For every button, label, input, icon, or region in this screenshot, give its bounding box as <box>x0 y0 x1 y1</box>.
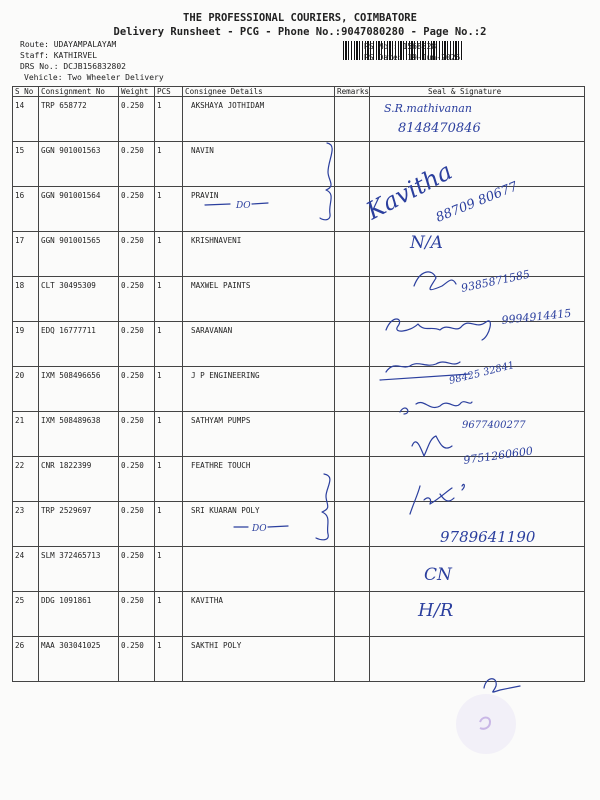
row-consignee: NAVIN <box>183 142 335 187</box>
col-consignment: Consignment No <box>39 87 119 97</box>
row-weight: 0.250 <box>119 277 155 322</box>
row-consignment: GGN 901001563 <box>39 142 119 187</box>
row-pcs: 1 <box>155 232 183 277</box>
row-pcs: 1 <box>155 412 183 457</box>
row-pcs: 1 <box>155 457 183 502</box>
row-pcs: 1 <box>155 97 183 142</box>
col-weight: Weight <box>119 87 155 97</box>
rs-date: RS Date: 19-Jun-2025 <box>364 53 461 62</box>
row-pcs: 1 <box>155 142 183 187</box>
phone-row14: 8148470846 <box>398 121 481 136</box>
row-weight: 0.250 <box>119 637 155 682</box>
signature-rows-15-16: Kavitha <box>361 156 457 226</box>
row-sno: 19 <box>13 322 39 367</box>
note-row26: H/R <box>418 600 454 621</box>
route-label: Route: UDAYAMPALAYAM <box>20 40 117 49</box>
row-consignee: SATHYAM PUMPS <box>183 412 335 457</box>
faint-stamp <box>456 694 516 754</box>
row-weight: 0.250 <box>119 502 155 547</box>
runsheet-subtitle: Delivery Runsheet - PCG - Phone No.:9047080280 - Page No.:2 <box>113 26 487 38</box>
row-pcs: 1 <box>155 277 183 322</box>
company-name: THE PROFESSIONAL COURIERS, COIMBATORE <box>183 12 417 24</box>
row-pcs: 1 <box>155 367 183 412</box>
signature-rows-23-24 <box>410 484 464 514</box>
dash-row16-right <box>252 203 268 204</box>
signature-row18 <box>414 272 456 290</box>
row-consignment: EDQ 16777711 <box>39 322 119 367</box>
row-consignee: PRAVIN <box>183 187 335 232</box>
row-sno: 21 <box>13 412 39 457</box>
row-consignee: SAKTHI POLY <box>183 637 335 682</box>
row-consignee: SRI KUARAN POLY <box>183 502 335 547</box>
phone-row22: 9751260600 <box>462 444 534 467</box>
phone-row21: 9677400277 <box>462 420 526 431</box>
row-consignee: SARAVANAN <box>183 322 335 367</box>
row-weight: 0.250 <box>119 457 155 502</box>
row-pcs: 1 <box>155 547 183 592</box>
row-consignee: MAXWEL PAINTS <box>183 277 335 322</box>
row-sno: 23 <box>13 502 39 547</box>
row-consignment: CNR 1822399 <box>39 457 119 502</box>
brace-rows-15-16 <box>320 143 332 220</box>
row-consignee: KAVITHA <box>183 592 335 637</box>
row-consignee: KRISHNAVENI <box>183 232 335 277</box>
note-row25: CN <box>424 565 452 585</box>
row-consignment: SLM 372465713 <box>39 547 119 592</box>
row-consignee: FEATHRE TOUCH <box>183 457 335 502</box>
row-pcs: 1 <box>155 187 183 232</box>
row-weight: 0.250 <box>119 322 155 367</box>
row-sno: 25 <box>13 592 39 637</box>
phone-row19: 9994914415 <box>500 306 572 327</box>
row-consignment: TRP 2529697 <box>39 502 119 547</box>
row-pcs: 1 <box>155 637 183 682</box>
drs-number: DRS No.: DCJB156832802 <box>20 62 126 71</box>
col-sno: S No <box>13 87 39 97</box>
row-sno: 16 <box>13 187 39 232</box>
row-sno: 15 <box>13 142 39 187</box>
row-pcs: 1 <box>155 322 183 367</box>
phone-row18: 9385871585 <box>459 267 532 295</box>
staff-label: Staff: KATHIRVEL <box>20 51 98 60</box>
do-row16: DO <box>236 201 251 211</box>
row-weight: 0.250 <box>119 367 155 412</box>
note-row17: N/A <box>410 233 443 253</box>
row-consignment: CLT 30495309 <box>39 277 119 322</box>
signature-row19 <box>386 319 490 340</box>
col-pcs: PCS <box>155 87 183 97</box>
phone-rows-15-16: 88709 80677 <box>433 179 521 226</box>
row-weight: 0.250 <box>119 547 155 592</box>
dash-row24-right <box>268 526 288 527</box>
row-consignee: J P ENGINEERING <box>183 367 335 412</box>
signature-row14: S.R.mathivanan <box>384 102 472 115</box>
row-weight: 0.250 <box>119 412 155 457</box>
phone-row24: 9789641190 <box>440 528 536 546</box>
phone-row20: 98425 32841 <box>448 360 516 387</box>
row-sno: 24 <box>13 547 39 592</box>
col-signature: Seal & Signature <box>370 87 585 97</box>
signature-row22 <box>412 436 452 456</box>
row-weight: 0.250 <box>119 97 155 142</box>
row-consignment: DDG 1091861 <box>39 592 119 637</box>
row-sno: 18 <box>13 277 39 322</box>
row-sno: 20 <box>13 367 39 412</box>
row-consignment: GGN 901001565 <box>39 232 119 277</box>
dash-row16-left <box>205 204 230 205</box>
row-weight: 0.250 <box>119 187 155 232</box>
row-pcs: 1 <box>155 592 183 637</box>
row-consignment: GGN 901001564 <box>39 187 119 232</box>
row-sno: 17 <box>13 232 39 277</box>
row-sno: 26 <box>13 637 39 682</box>
row-consignment: MAA 303041025 <box>39 637 119 682</box>
row-sno: 14 <box>13 97 39 142</box>
row-weight: 0.250 <box>119 592 155 637</box>
rs-number: RS No.: 1568328 <box>364 42 437 51</box>
row-sno: 22 <box>13 457 39 502</box>
signature-row21 <box>400 402 472 414</box>
row-consignment: TRP 658772 <box>39 97 119 142</box>
brace-rows-23-24 <box>316 474 330 540</box>
vehicle-label: Vehicle: Two Wheeler Delivery <box>24 73 164 82</box>
row-weight: 0.250 <box>119 232 155 277</box>
row-consignment: IXM 508489638 <box>39 412 119 457</box>
col-remarks: Remarks <box>335 87 370 97</box>
bottom-scribble <box>484 679 520 692</box>
do-row24: DO <box>252 524 267 534</box>
row-weight: 0.250 <box>119 142 155 187</box>
row-pcs: 1 <box>155 502 183 547</box>
row-consignment: IXM 508496656 <box>39 367 119 412</box>
col-consignee: Consignee Details <box>183 87 335 97</box>
row-consignee: AKSHAYA JOTHIDAM <box>183 97 335 142</box>
